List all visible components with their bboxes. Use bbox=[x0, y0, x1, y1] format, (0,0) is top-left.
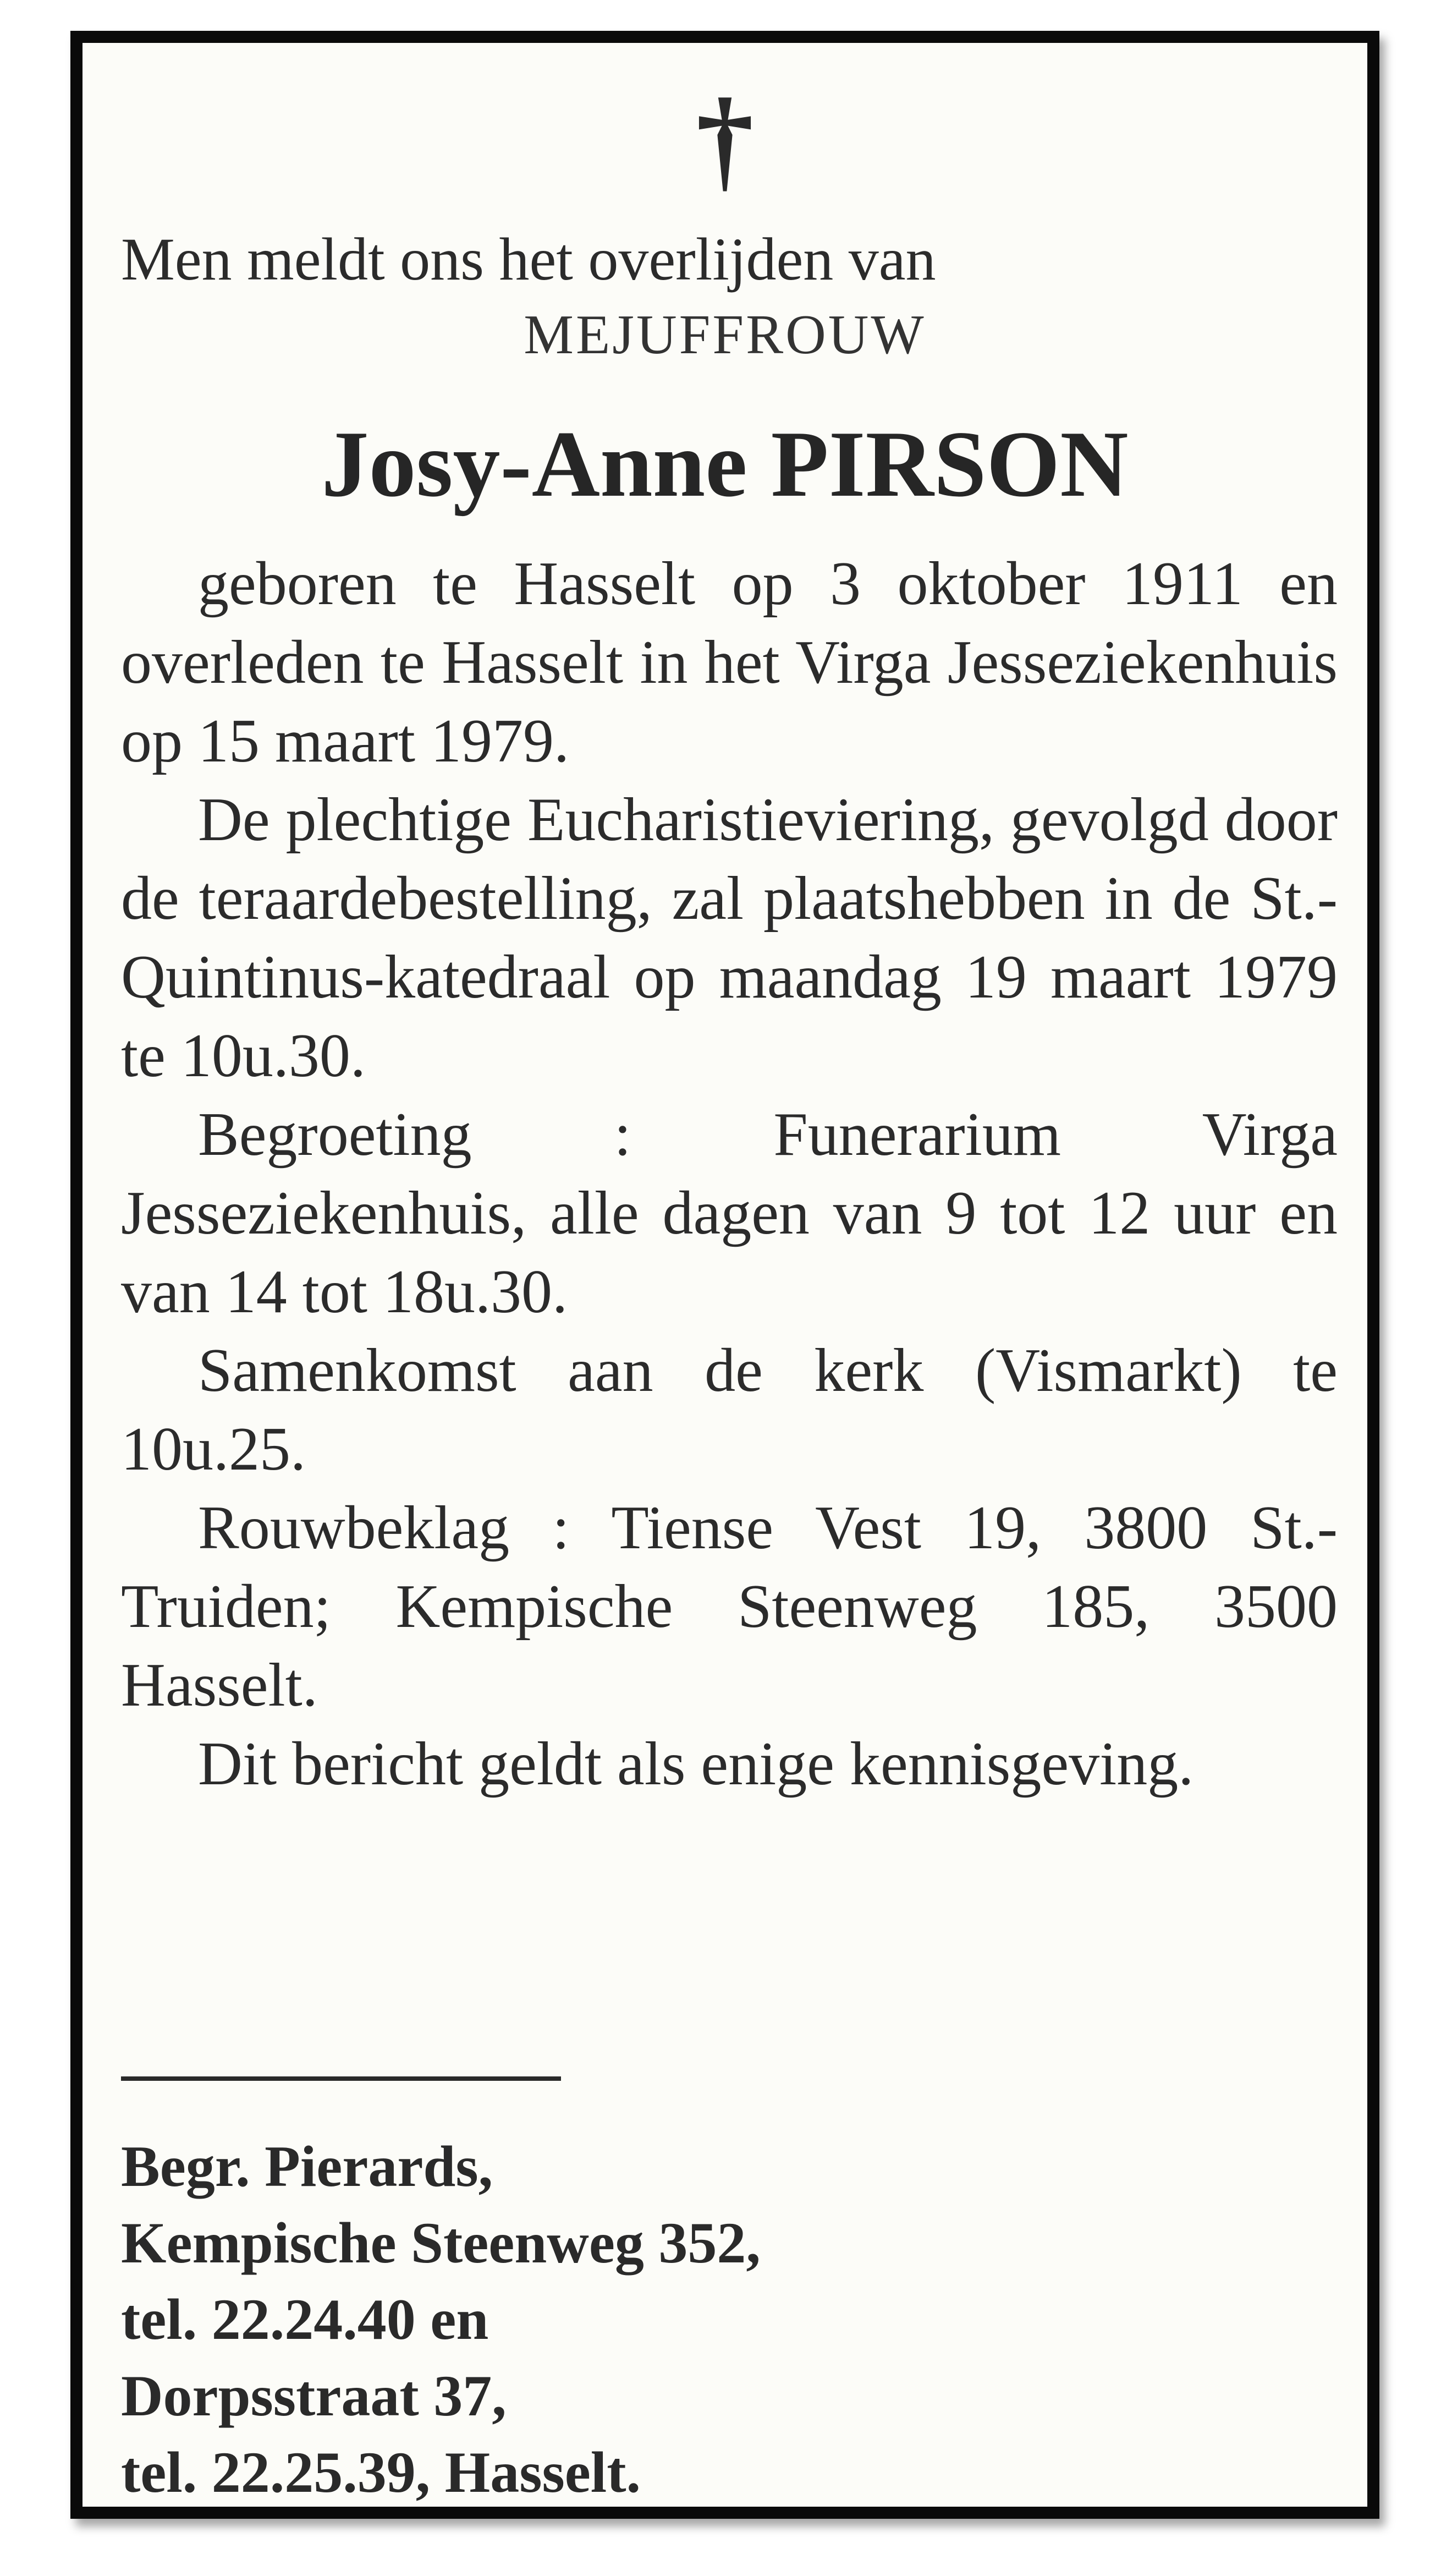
birth-death-paragraph: geboren te Hasselt op 3 oktober 1911 en overleden te Hasselt in het Virga Jesseziekenhuis op 15 maart 1979. bbox=[121, 550, 1338, 775]
intro-text: Men meldt ons het overlijden van bbox=[121, 226, 936, 293]
footer-line: Dorpsstraat 37, bbox=[121, 2364, 507, 2428]
footer-line: tel. 22.24.40 en bbox=[121, 2287, 489, 2352]
notice-paragraph: Dit bericht geldt als enige kennisgeving. bbox=[198, 1730, 1194, 1798]
obituary-notice bbox=[70, 31, 1379, 2519]
divider bbox=[121, 2076, 561, 2081]
condolences-paragraph: Rouwbeklag : Tiense Vest 19, 3800 St.-Truiden; Kempische Steenweg 185, 3500 Hasselt. bbox=[121, 1494, 1338, 1719]
honorific-title: MEJUFFROUW bbox=[524, 304, 926, 366]
deceased-name: Josy-Anne PIRSON bbox=[321, 412, 1129, 517]
funeral-home-info bbox=[121, 2128, 761, 2511]
notice-body bbox=[121, 545, 1338, 1804]
cross-icon: † bbox=[696, 75, 754, 203]
footer-line: tel. 22.25.39, Hasselt. bbox=[121, 2440, 641, 2504]
footer-line: Begr. Pierards, bbox=[121, 2134, 493, 2199]
gathering-paragraph: Samenkomst aan de kerk (Vismarkt) te 10u.25. bbox=[121, 1336, 1338, 1483]
footer-line: Kempische Steenweg 352, bbox=[121, 2211, 761, 2275]
visitation-paragraph: Begroeting : Funerarium Virga Jesseziekenhuis, alle dagen van 9 tot 12 uur en van 14 tot 18u.30. bbox=[121, 1100, 1338, 1326]
ceremony-paragraph: De plechtige Eucharistieviering, gevolgd door de teraardebestelling, zal plaatshebben in de St.-Quintinus-katedraal op maandag 19 maart 1979 te 10u.30. bbox=[121, 786, 1338, 1090]
